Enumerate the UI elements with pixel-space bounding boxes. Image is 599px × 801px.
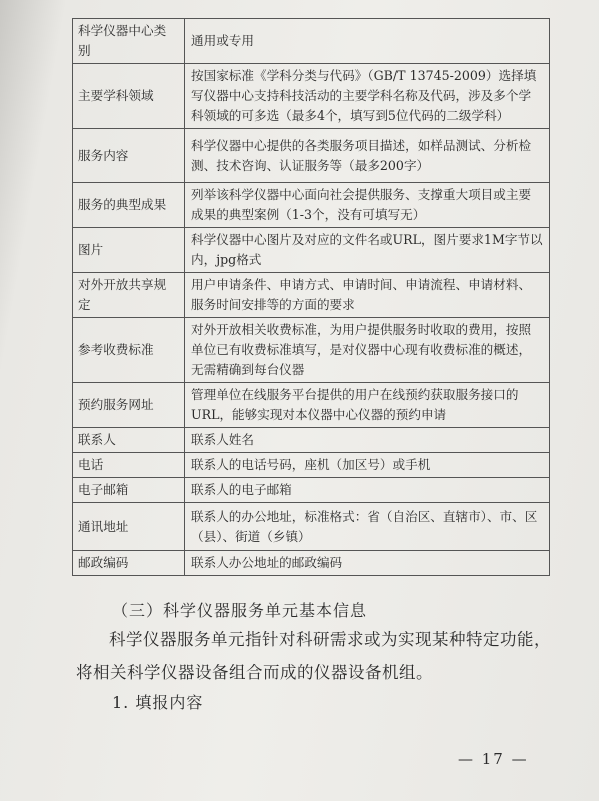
field-name-cell: 通讯地址 [73, 503, 185, 551]
section-title: （三）科学仪器服务单元基本信息 [112, 601, 368, 620]
field-name-cell: 参考收费标准 [73, 318, 185, 383]
table-row [73, 64, 550, 129]
field-description-cell: 联系人的电话号码，座机（加区号）或手机 [185, 453, 550, 478]
table-row [73, 228, 550, 273]
field-name-cell: 电子邮箱 [73, 478, 185, 503]
field-name-cell: 服务内容 [73, 129, 185, 183]
field-description-cell: 联系人的电子邮箱 [185, 478, 550, 503]
table-row [73, 273, 550, 318]
field-description-cell: 用户申请条件、申请方式、申请时间、申请流程、申请材料、服务时间安排等的方面的要求 [185, 273, 550, 318]
page-number: — 17 — [458, 750, 529, 768]
field-name-cell: 对外开放共享规定 [73, 273, 185, 318]
subheading: 1. 填报内容 [112, 693, 204, 712]
table-row [73, 503, 550, 551]
field-description-cell: 对外开放相关收费标准，为用户提供服务时收取的费用，按照单位已有收费标准填写，是对仪器中心现有收费标准的概述，无需精确到每台仪器 [185, 318, 550, 383]
body-paragraph: 科学仪器服务单元指针对科研需求或为实现某种特定功能，将相关科学仪器设备组合而成的仪器设备机组。 [76, 630, 551, 682]
field-description-cell: 联系人办公地址的邮政编码 [185, 551, 550, 576]
field-name-cell: 预约服务网址 [73, 383, 185, 428]
field-description-cell: 按国家标准《学科分类与代码》（GB/T 13745-2009）选择填写仪器中心支持科技活动的主要学科名称及代码，涉及多个学科领域的可多选（最多4个，填写到5位代码的二级学科） [185, 64, 550, 129]
field-description-cell: 科学仪器中心提供的各类服务项目描述，如样品测试、分析检测、技术咨询、认证服务等（最多200字） [185, 129, 550, 183]
table-row [73, 129, 550, 183]
field-name-cell: 服务的典型成果 [73, 183, 185, 228]
field-description-cell: 联系人姓名 [185, 428, 550, 453]
table-row [73, 19, 550, 64]
table-row [73, 478, 550, 503]
field-name-cell: 联系人 [73, 428, 185, 453]
table-row [73, 318, 550, 383]
field-description-cell: 通用或专用 [185, 19, 550, 64]
table-row [73, 428, 550, 453]
table-row [73, 551, 550, 576]
table-row [73, 383, 550, 428]
field-name-cell: 主要学科领域 [73, 64, 185, 129]
field-name-cell: 邮政编码 [73, 551, 185, 576]
field-name-cell: 科学仪器中心类别 [73, 19, 185, 64]
table-row [73, 453, 550, 478]
field-name-cell: 图片 [73, 228, 185, 273]
field-description-cell: 联系人的办公地址，标准格式：省（自治区、直辖市）、市、区（县）、街道（乡镇） [185, 503, 550, 551]
field-name-cell: 电话 [73, 453, 185, 478]
field-description-cell: 管理单位在线服务平台提供的用户在线预约获取服务接口的URL，能够实现对本仪器中心仪器的预约申请 [185, 383, 550, 428]
field-spec-table [72, 18, 550, 576]
table-row [73, 183, 550, 228]
field-description-cell: 科学仪器中心图片及对应的文件名或URL，图片要求1M字节以内，jpg格式 [185, 228, 550, 273]
field-description-cell: 列举该科学仪器中心面向社会提供服务、支撑重大项目或主要成果的典型案例（1-3个，没有可填写无） [185, 183, 550, 228]
